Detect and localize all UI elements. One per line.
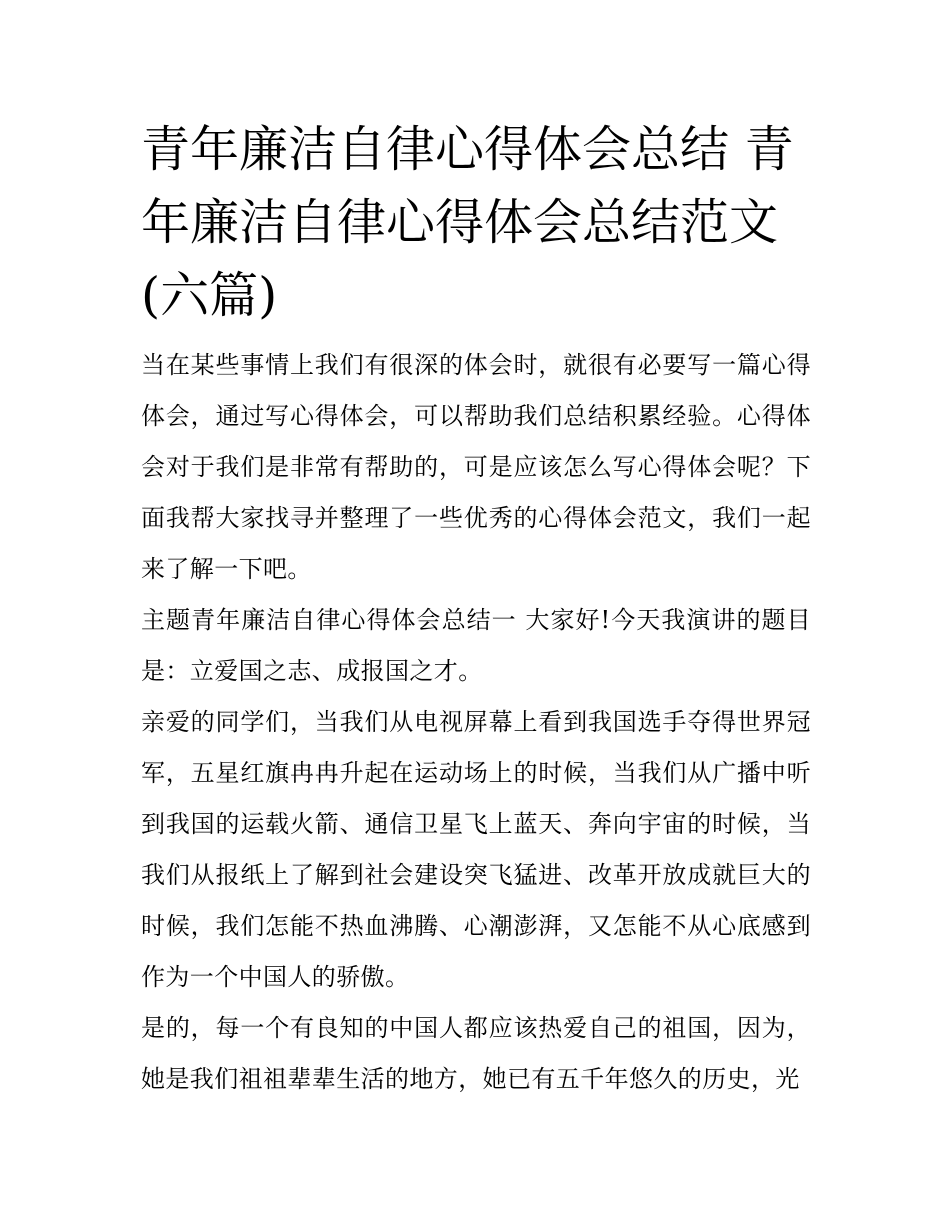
- document-title: 青年廉洁自律心得体会总结 青年廉洁自律心得体会总结范文(六篇): [141, 121, 794, 324]
- paragraph-classmates: 亲爱的同学们，当我们从电视屏幕上看到我国选手夺得世界冠军，五星红旗冉冉升起在运动场上的时候，当我们从广播中听到我国的运载火箭、通信卫星飞上蓝天、奔向宇宙的时候，当我们从报纸上了解到社会建设突飞猛进、改革开放成就巨大的时候，我们怎能不热血沸腾、心潮澎湃，又怎能不从心底感到作为一个中国人的骄傲。: [141, 708, 811, 991]
- paragraph-topic: 主题青年廉洁自律心得体会总结一 大家好!今天我演讲的题目是：立爱国之志、成报国之才。: [141, 606, 811, 685]
- document-body: [141, 113, 811, 1105]
- paragraph-motherland: 是的，每一个有良知的中国人都应该热爱自己的祖国，因为，她是我们祖祖辈辈生活的地方，她已有五千年悠久的历史，光: [141, 1014, 811, 1093]
- paragraph-intro: 当在某些事情上我们有很深的体会时，就很有必要写一篇心得体会，通过写心得体会，可以帮助我们总结积累经验。心得体会对于我们是非常有帮助的，可是应该怎么写心得体会呢？下面我帮大家找寻并整理了一些优秀的心得体会范文，我们一起来了解一下吧。: [141, 351, 811, 583]
